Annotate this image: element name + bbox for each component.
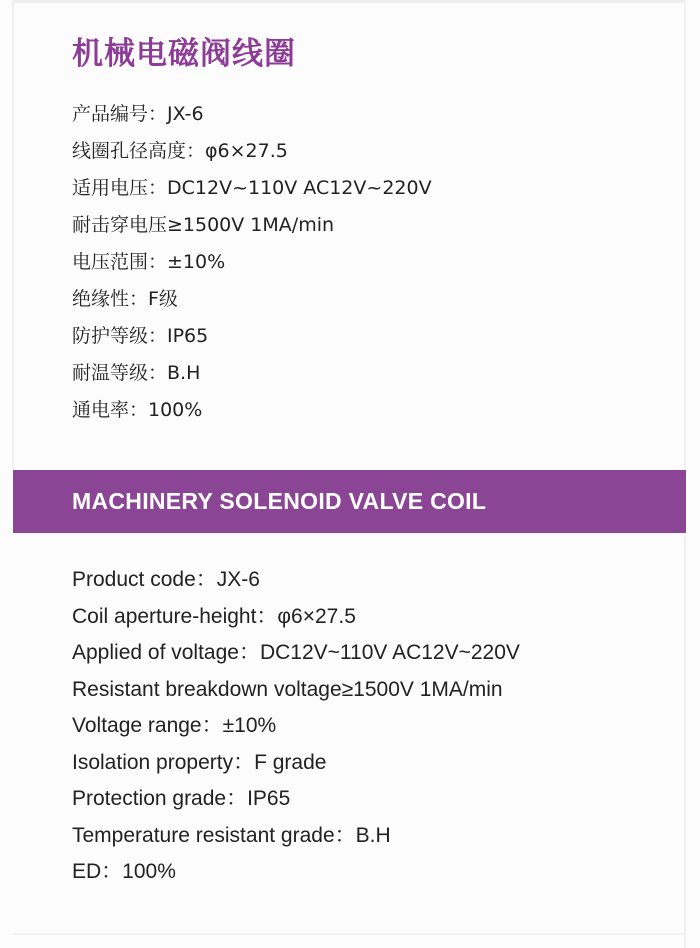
english-title-band	[13, 470, 686, 533]
spec-applied-voltage-en: Applied of voltage：DC12V~110V AC12V~220V	[72, 641, 520, 664]
spec-coil-aperture-en: Coil aperture-height：φ6×27.5	[72, 604, 356, 628]
spec-breakdown-voltage-en: Resistant breakdown voltage≥1500V 1MA/min	[72, 677, 503, 701]
spec-duty-cycle-en: ED：100%	[72, 860, 176, 883]
spec-product-code-en: Product code：JX-6	[72, 568, 260, 591]
chinese-title: 机械电磁阀线圈	[72, 36, 296, 72]
left-border	[12, 0, 14, 470]
chinese-spec-list	[72, 96, 432, 429]
spec-voltage-range-en: Voltage range：±10%	[72, 714, 277, 737]
spec-duty-cycle-cn: 通电率：100%	[72, 399, 203, 421]
spec-applied-voltage-cn: 适用电压：DC12V~110V AC12V~220V	[72, 177, 432, 199]
spec-temperature-grade-en: Temperature resistant grade：B.H	[72, 823, 391, 847]
english-spec-list	[72, 562, 520, 891]
spec-breakdown-voltage-cn: 耐击穿电压≥1500V 1MA/min	[72, 214, 335, 236]
english-title: MACHINERY SOLENOID VALVE COIL	[72, 488, 487, 514]
spec-isolation-en: Isolation property：F grade	[72, 750, 327, 774]
top-border	[13, 0, 685, 3]
spec-voltage-range-cn: 电压范围：±10%	[72, 251, 226, 273]
spec-protection-grade-en: Protection grade：IP65	[72, 787, 291, 810]
bottom-border	[13, 933, 686, 935]
spec-temperature-grade-cn: 耐温等级：B.H	[72, 362, 201, 384]
spec-protection-grade-cn: 防护等级：IP65	[72, 325, 209, 347]
spec-coil-aperture-cn: 线圈孔径高度：φ6×27.5	[72, 140, 288, 162]
spec-product-code-cn: 产品编号：JX-6	[72, 103, 204, 125]
spec-insulation-cn: 绝缘性：F级	[72, 288, 178, 310]
